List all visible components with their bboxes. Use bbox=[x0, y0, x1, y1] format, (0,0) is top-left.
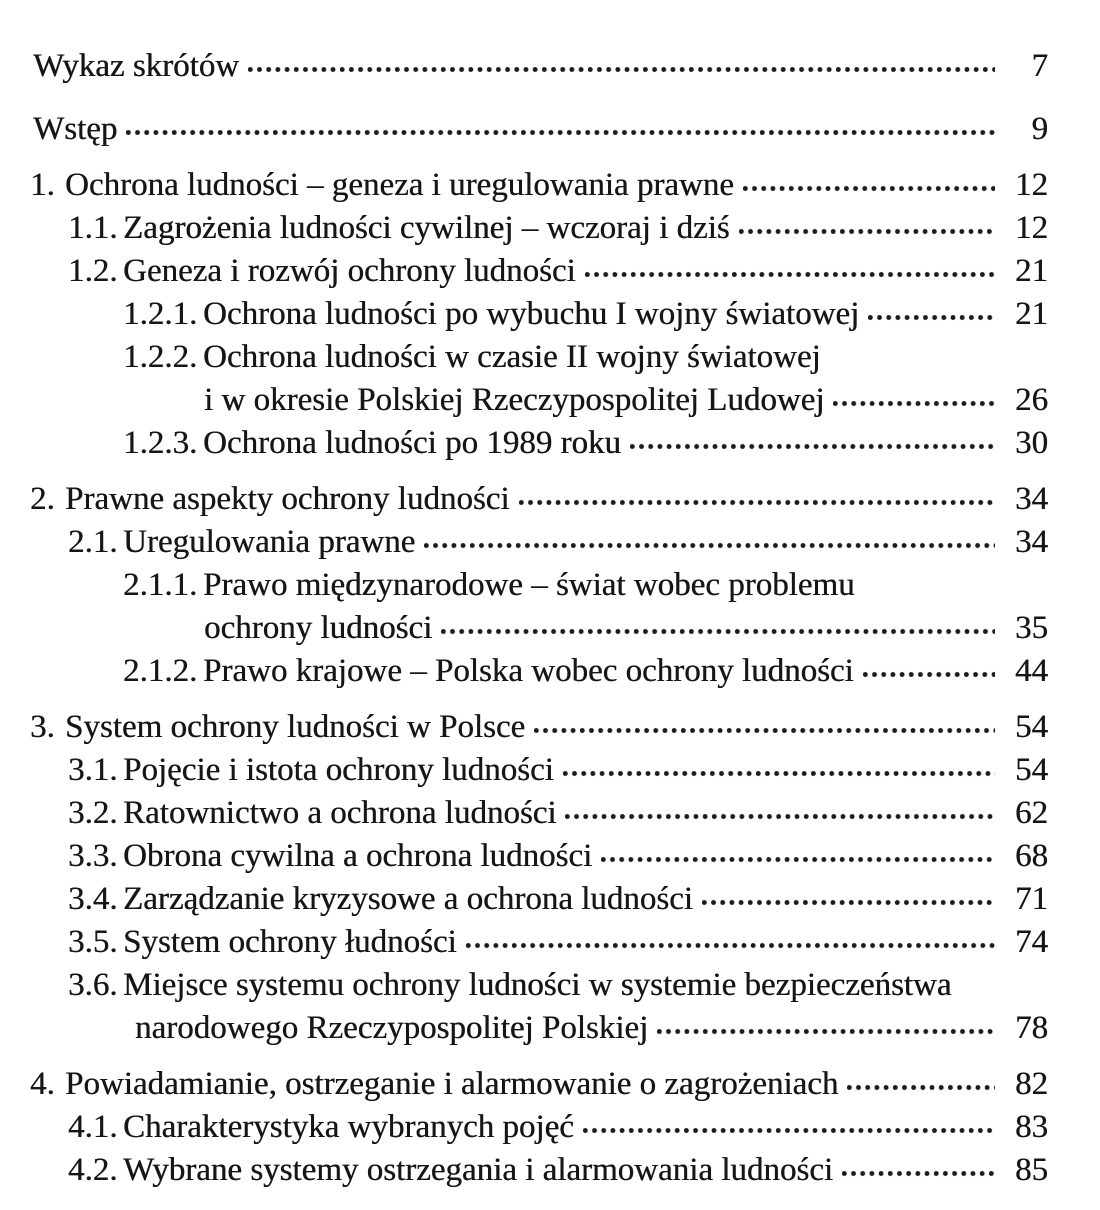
entry-number: 1.1. bbox=[68, 210, 118, 246]
entry-title: Ochrona ludności po 1989 roku bbox=[203, 425, 621, 461]
entry-number: 1. bbox=[30, 167, 55, 203]
entry-number: 3.6. bbox=[68, 967, 118, 1003]
entry-title: Zarządzanie kryzysowe a ochrona ludności bbox=[123, 881, 693, 917]
entry-title: Pojęcie i istota ochrony ludności bbox=[123, 752, 554, 788]
page-number: 54 bbox=[1015, 709, 1048, 745]
dot-leader bbox=[842, 1170, 995, 1177]
entry-number: 1.2.2. bbox=[123, 339, 198, 375]
toc-entry bbox=[0, 650, 1048, 693]
dot-leader bbox=[519, 499, 996, 506]
page-number: 12 bbox=[1015, 210, 1048, 246]
toc-entry bbox=[0, 293, 1048, 336]
toc-entry bbox=[0, 108, 1048, 151]
entry-title: Wybrane systemy ostrzegania i alarmowania ludności bbox=[123, 1152, 834, 1188]
toc-entry bbox=[0, 1007, 1048, 1050]
entry-number: 4.2. bbox=[68, 1152, 118, 1188]
toc-entry bbox=[0, 564, 1048, 607]
page-number: 78 bbox=[1015, 1010, 1048, 1046]
toc-entry bbox=[0, 478, 1048, 521]
page-number: 62 bbox=[1015, 795, 1048, 831]
page-number: 21 bbox=[1015, 296, 1048, 332]
toc-entry bbox=[0, 835, 1048, 878]
page-number: 30 bbox=[1015, 425, 1048, 461]
entry-title: System ochrony ludności w Polsce bbox=[65, 709, 526, 745]
entry-title: i w okresie Polskiej Rzeczypospolitej Ludowej bbox=[204, 382, 825, 418]
entry-title: Prawne aspekty ochrony ludności bbox=[65, 481, 510, 517]
page-number: 12 bbox=[1015, 167, 1048, 203]
dot-leader bbox=[585, 271, 995, 278]
toc-entry bbox=[0, 749, 1048, 792]
toc-entry bbox=[0, 164, 1048, 207]
toc-entry bbox=[0, 422, 1048, 465]
toc-entry bbox=[0, 964, 1048, 1007]
entry-number: 3. bbox=[30, 709, 55, 745]
entry-number: 2.1.1. bbox=[123, 567, 198, 603]
entry-title: Ochrona ludności w czasie II wojny światowej bbox=[203, 339, 821, 375]
dot-leader bbox=[847, 1084, 995, 1091]
page-number: 9 bbox=[1031, 111, 1048, 147]
entry-number: 2.1. bbox=[68, 524, 118, 560]
page-number: 34 bbox=[1015, 481, 1048, 517]
toc-entry bbox=[0, 921, 1048, 964]
dot-leader bbox=[743, 185, 995, 192]
dot-leader bbox=[630, 443, 995, 450]
entry-title: narodowego Rzeczypospolitej Polskiej bbox=[135, 1010, 649, 1046]
entry-title: Zagrożenia ludności cywilnej – wczoraj i dziś bbox=[123, 210, 730, 246]
toc-entry bbox=[0, 45, 1048, 88]
entry-title: Wstęp bbox=[33, 111, 118, 147]
page-number: 74 bbox=[1015, 924, 1048, 960]
entry-number: 2.1.2. bbox=[123, 653, 198, 689]
dot-leader bbox=[466, 942, 995, 949]
entry-number: 4.1. bbox=[68, 1109, 118, 1145]
page-number: 68 bbox=[1015, 838, 1048, 874]
toc-entry bbox=[0, 1063, 1048, 1106]
dot-leader bbox=[126, 129, 995, 136]
dot-leader bbox=[441, 628, 995, 635]
page-number: 54 bbox=[1015, 752, 1048, 788]
entry-number: 3.2. bbox=[68, 795, 118, 831]
dot-leader bbox=[248, 66, 995, 73]
entry-title: Obrona cywilna a ochrona ludności bbox=[123, 838, 593, 874]
entry-number: 1.2.3. bbox=[123, 425, 198, 461]
dot-leader bbox=[583, 1127, 995, 1134]
entry-number: 3.5. bbox=[68, 924, 118, 960]
page-number: 21 bbox=[1015, 253, 1048, 289]
dot-leader bbox=[565, 813, 995, 820]
entry-title: Ochrona ludności po wybuchu I wojny światowej bbox=[203, 296, 860, 332]
dot-leader bbox=[868, 314, 995, 321]
entry-number: 2. bbox=[30, 481, 55, 517]
entry-title: Charakterystyka wybranych pojęć bbox=[123, 1109, 574, 1145]
toc-entry bbox=[0, 1149, 1048, 1192]
toc-entry bbox=[0, 521, 1048, 564]
entry-number: 1.2. bbox=[68, 253, 118, 289]
entry-number: 3.4. bbox=[68, 881, 118, 917]
toc-entry bbox=[0, 207, 1048, 250]
entry-title: Wykaz skrótów bbox=[33, 48, 240, 84]
dot-leader bbox=[833, 400, 995, 407]
page-number: 34 bbox=[1015, 524, 1048, 560]
page-number: 83 bbox=[1015, 1109, 1048, 1145]
toc-entry bbox=[0, 250, 1048, 293]
entry-title: Prawo krajowe – Polska wobec ochrony ludności bbox=[203, 653, 854, 689]
dot-leader bbox=[424, 542, 995, 549]
toc-entry bbox=[0, 336, 1048, 379]
page-number: 82 bbox=[1015, 1066, 1048, 1102]
dot-leader bbox=[739, 228, 995, 235]
page-number: 35 bbox=[1015, 610, 1048, 646]
toc-entry bbox=[0, 792, 1048, 835]
entry-title: Powiadamianie, ostrzeganie i alarmowanie o zagrożeniach bbox=[65, 1066, 839, 1102]
page-number: 71 bbox=[1015, 881, 1048, 917]
entry-title: Geneza i rozwój ochrony ludności bbox=[123, 253, 576, 289]
dot-leader bbox=[657, 1028, 995, 1035]
page-number: 7 bbox=[1031, 48, 1048, 84]
page-number: 44 bbox=[1015, 653, 1048, 689]
toc-entry bbox=[0, 1106, 1048, 1149]
toc-entry bbox=[0, 607, 1048, 650]
toc-entry bbox=[0, 878, 1048, 921]
entry-title: Uregulowania prawne bbox=[123, 524, 416, 560]
page-number: 85 bbox=[1015, 1152, 1048, 1188]
toc-entry bbox=[0, 379, 1048, 422]
page-number: 26 bbox=[1015, 382, 1048, 418]
entry-number: 3.3. bbox=[68, 838, 118, 874]
entry-number: 4. bbox=[30, 1066, 55, 1102]
entry-title: Ratownictwo a ochrona ludności bbox=[123, 795, 557, 831]
dot-leader bbox=[563, 770, 995, 777]
entry-title: ochrony ludności bbox=[204, 610, 433, 646]
dot-leader bbox=[863, 671, 995, 678]
entry-title: Ochrona ludności – geneza i uregulowania prawne bbox=[65, 167, 734, 203]
dot-leader bbox=[534, 727, 995, 734]
entry-title: Miejsce systemu ochrony ludności w systemie bezpieczeństwa bbox=[123, 967, 952, 1003]
entry-title: Prawo międzynarodowe – świat wobec problemu bbox=[203, 567, 855, 603]
dot-leader bbox=[702, 899, 995, 906]
entry-title: System ochrony łudności bbox=[123, 924, 457, 960]
entry-number: 3.1. bbox=[68, 752, 118, 788]
entry-number: 1.2.1. bbox=[123, 296, 198, 332]
toc-entry bbox=[0, 706, 1048, 749]
dot-leader bbox=[601, 856, 995, 863]
